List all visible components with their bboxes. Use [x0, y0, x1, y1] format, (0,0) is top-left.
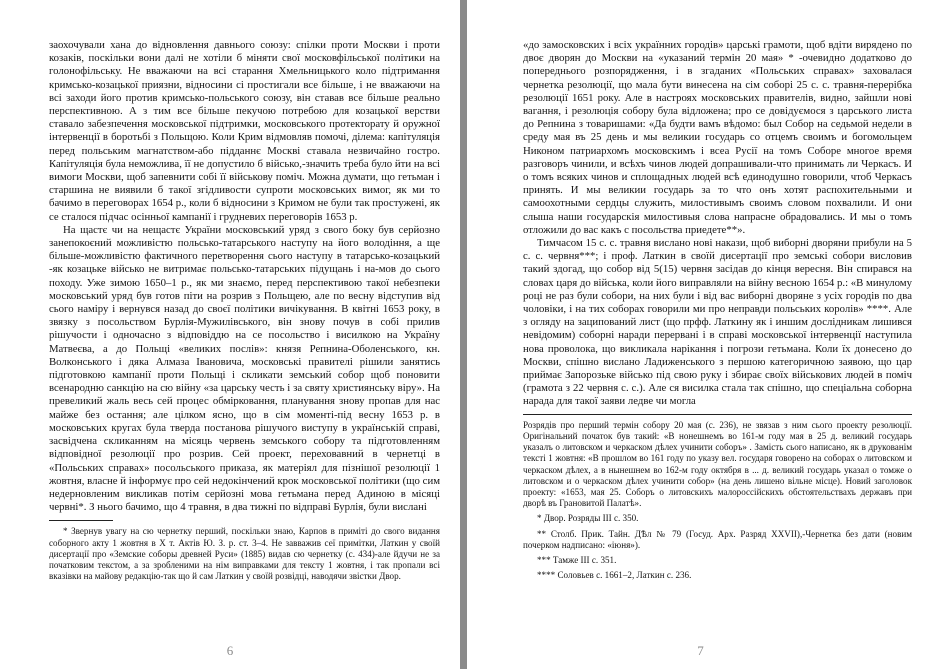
left-body-text — [49, 39, 440, 514]
footnote-separator — [523, 414, 912, 415]
footnote-separator — [49, 520, 113, 521]
left-footnotes — [49, 526, 440, 582]
footnote: *** Тамже III с. 351. — [537, 554, 617, 565]
footnote: **** Соловьев с. 1661–2, Латкин с. 236. — [537, 570, 692, 581]
paragraph: Тимчасом 15 с. с. травня вислано нові накази, щоб виборні дворяни прибули на 5 с. с. червня***; і проф. Латкин в своїй дисертації про земські собори висловив такий здогад, що собор від 5(15) червня засідав до кінця вересня. Він спирався на словах царя до війська, коли його виправляли на війну весною 1654 р.: «В минулому році не раз були собори, на них були і від вас виборні дворяне з усіх городів по два чоловіки, і на тих соборах говорили ми про неправди польських королів» ****. Але з огляду на заципований лист (що прфф. Латкину як і иншим дослідникам лишився невідомим) соборні наради перервані і в справі московської інтервенції наступила нова проволока, що викликала нарікання і погрози гетьмана. Коли їх донесено до Москви, спішно вислано Ладиженського з першою категоричною заявою, що цар приймає Запорозьке військо під свою руку і збирає своїх військових людей в поміч (грамота з 22 червня с. с.). Але ся висилка стала так спішно, що спеціальна соборна нарада для такої заяви ледве чи могла — [523, 237, 912, 408]
right-body-text — [523, 39, 912, 409]
paragraph: На щастє чи на нещастє України московський уряд з свого боку був серйозно занепокоєний можливістю польсько-татарського наступу на його володіння, а ще більше-можливістю фактичного перетворення сього наступу в татарсько-козацький -як козацьке військо не витримає польсько-татарських підущань і на-мов до сього походу. Уже зимою 1650–1 р., як ми знаємо, перед перспективою такої небезпеки московський уряд був готов піти на розрив з Польщею, але по весну відступив від сього наміру і вернувся назад до своєї політики вичікування. В квітні 1653 року, в звязку з посольством Бурлія-Мужилівського, він знову почув в собі прилив рішучости і одночасно з відповіддю на се посольство і висилкою на Україну Матвеєва, а до Польщі «великих послів»: князя Репнина-Оболенського, кн. Волконського і дяка Алмаза Івановича, московські правителі рішили занятись підготовкою кампанії проти Польщі і скликати земський собор щоб поновити всенародню санкцію на сю війну «за царську честь і за святу християнську віру». На превеликий жаль весь сей процес обмірковання, планування знову пропав для нас майже без остання; але цілком ясно, що в сім моменті-під весну 1653 р. в московських кругах була тверда постанова рішучого виступу в українській справі, засвідчена скликанням на місяць червень земського собору та підготовленням відповідної резолюції про розрив. Сей проект, переховавний в чернетці в «Польських справах» посольського приказа, як матеріял для пізнішої резолюції 1 жовтня, власне й інформує про сей недокінчений крок московської політики (що сим недерновленим викликав потім серйозні мова гетьмана перед Адиною в місяці червні*. З нього бачимо, що 4 травня, в два тижні по відправі Бурлія, були вислані — [49, 223, 440, 514]
paragraph: «до замосковских і всіх українних городів» царські грамоти, щоб вдіти вирядено по двоє дворян до Москви на «указаний термін 20 мая» * -очевидно додатково до попереднього розпорядження, і в згаданих «Польських справах» заховалася чернетка резолюції, що мала бути винесена на сім соборі 25 с. с. травня-перерібка резолюції 1651 року. Але в настроях московських правителів, видно, зайшли нові вагання, і резолюція собору була відложена; про се довідуємося з царського листа до Репнина з товаришами: «Да будти вамъ вѣдомо: был Собор на седьмой недели в среду мая въ 25 день и мы великии государь со отцемъ своимъ и богомольцем Никоном патриархомъ московскимъ і всеа Русії на томъ Соборе многое время разговоръ чинили, и всѣхъ чинов людей допрашивали-что принимать ли Черкасъ. И о томъ всяких чинов и сплощадных людей всѣ единодушно говорили, чтоб Черкасъ принять. И мы великии государь за то что онъ хотят распохительными и самоохотными сердцы служить, милостивымъ своимъ словом похвалили. И они слыша наши государскія милостивыя слова напрасне обрадовались. И мы о томъ отложили до вас какъ с посольства приедете**». — [523, 39, 912, 236]
page-number: 7 — [697, 643, 704, 658]
footnote: * Звернув увагу на сю чернетку перший, поскільки знаю, Карпов в приміті до свого видання соборного акту 1 жовтня в Х т. Актів Ю. З. р. ст. 3–4. Не завважив сеї примітки, Латкин у своїй дисертації про «Земские соборы древней Руси» (1885) видав сю чернетку (с. 434)-але йдучи не за початковим текстом, а за зробленими на нім виправками для тексту 1 жовтня, і так пропали всі вказівки на майову редакцію-так що й сам Латкин у своїй розвідці, наводячи звістки Двор. — [49, 526, 440, 582]
footnote: ** Столб. Прик. Тайн. ДѢл № 79 (Госуд. Арх. Разряд XXVII),-Чернетка без дати (новим почерком надписано: «іюня»). — [523, 528, 912, 550]
footnote-continuation: Розрядів про перший термін собору 20 мая (с. 236), не звязав з ним сього проекту резолюції. Оригінальний початок був такий: «В нонешнемъ во 161-м году мая в 25 д. великий государь указалъ о литовском и черкаском дѣлех учинити соборъ» . Замість сього написано, як в друкованім тексті 1 жовтня: «В прошлом во 161 году по указу вел. государя говорено на соборах о литовском и черкаском дѣлех, а в нынешнем во 162-м году октября в ... д. великий государь указал о томже о литовском и о черкаском дѣлех учинити собор» (на день лишено вільне місце). Новий заголовок проекту: «1653, мая 25. Соборъ о литовскихъ малороссійскихъ обстоятельствахъ державъ при дворѣ въ Грановитой Палатѣ». — [523, 419, 912, 509]
right-footnotes — [523, 420, 912, 582]
page-number: 6 — [226, 643, 234, 658]
page-gutter — [460, 0, 467, 669]
left-page — [0, 0, 460, 669]
right-page — [467, 0, 934, 669]
footnote: * Двор. Розряды III с. 350. — [537, 513, 639, 524]
paragraph: заохочували хана до відновлення давнього союзу: спілки проти Москви і проти козаків, поскільки вони далі не хотіли б міняти свої московфільської політики на голонофільську. Не вважаючи на всі старання Хмельницького коло підтримання кримсько-козацької приязни, відносини сі простигали все більше, і не вважаючи на всі заходи його против кримсько-польського союзу, він ставав все більше реально перспективною. А з тим все більше пекучою потребою для козацької верстви ставало забезпечення московської підтримки, московського протекторату й оружної інтервенції в боротьбі з Польщою. Коли Крим відмовляв помочі, ділема: капітуляція перед польським магнатством-або підданнє Москві ставала незвичайно гостро. Капітуляція була неможлива, її не допустило б військо,-значить треба було йти на всі вимоги Москви, щоб запевнити собі її військову поміч. Можна думати, що гетьман і старшина не виявили б такої згідливости супроти московських вимог, як ми то бачимо в переговорах 1654 р., коли б відносини з Кримом не були так простужені, як се сталося підчас осінньої кампанії і грудневих переговорів 1653 р. — [49, 39, 440, 223]
